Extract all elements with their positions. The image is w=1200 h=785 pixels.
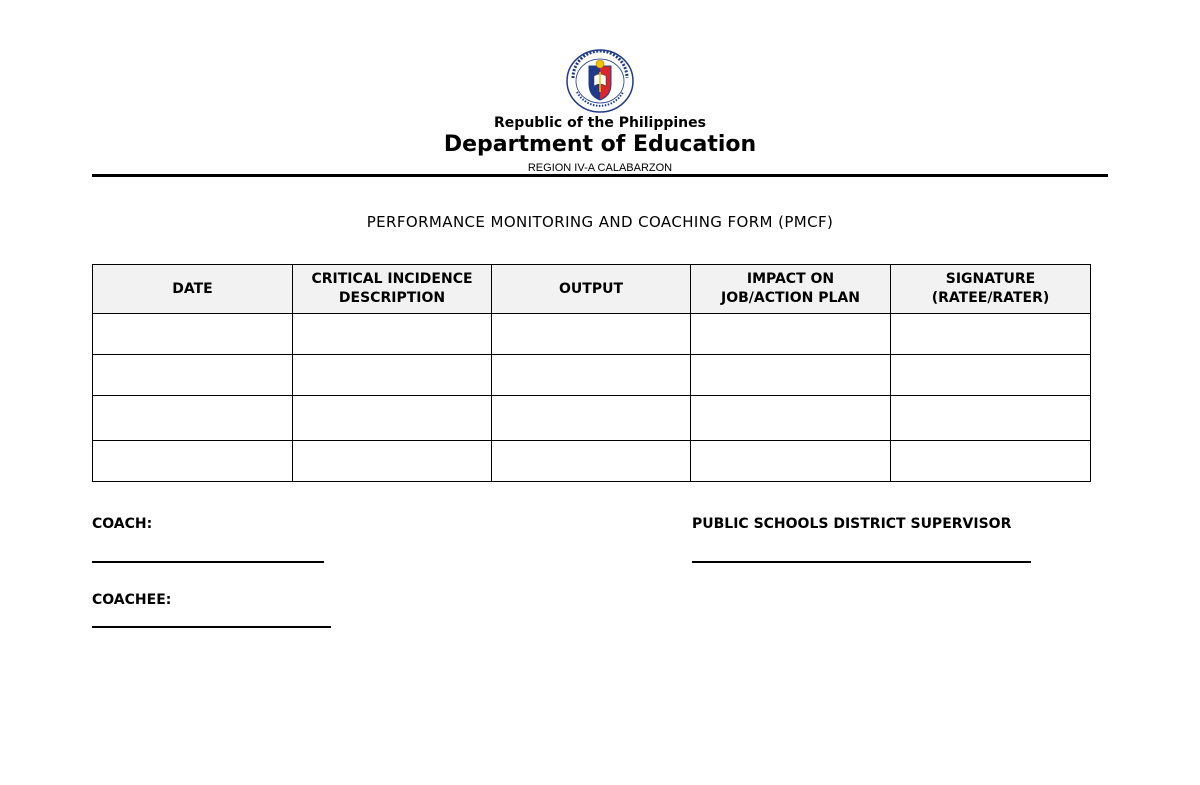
table-cell[interactable]: [293, 314, 492, 355]
form-title: PERFORMANCE MONITORING AND COACHING FORM (PMCF): [366, 213, 834, 231]
table-cell[interactable]: [93, 441, 293, 482]
table-cell[interactable]: [293, 355, 492, 396]
table-cell[interactable]: [492, 396, 691, 441]
table-cell[interactable]: [891, 355, 1091, 396]
column-header-signature: SIGNATURE (RATEE/RATER): [891, 265, 1091, 314]
table-cell[interactable]: [691, 355, 891, 396]
table-cell[interactable]: [492, 355, 691, 396]
supervisor-label: PUBLIC SCHOOLS DISTRICT SUPERVISOR: [692, 516, 1012, 532]
table-row: [93, 396, 1091, 441]
republic-heading: Republic of the Philippines: [494, 115, 706, 131]
department-heading: Department of Education: [443, 132, 757, 157]
coachee-signature-line[interactable]: [92, 626, 331, 628]
table-row: [93, 314, 1091, 355]
table-cell[interactable]: [891, 314, 1091, 355]
column-header-output: OUTPUT: [492, 265, 691, 314]
column-header-date: DATE: [93, 265, 293, 314]
deped-seal-icon: [565, 48, 635, 114]
column-header-critical-incidence: CRITICAL INCIDENCE DESCRIPTION: [293, 265, 492, 314]
table-header-row: [93, 265, 1091, 314]
table-cell[interactable]: [691, 441, 891, 482]
table-cell[interactable]: [93, 355, 293, 396]
table-cell[interactable]: [293, 441, 492, 482]
table-cell[interactable]: [492, 441, 691, 482]
table-row: [93, 441, 1091, 482]
header-divider: [92, 174, 1108, 177]
table-cell[interactable]: [691, 396, 891, 441]
coaching-table: [92, 264, 1091, 482]
table-cell[interactable]: [93, 396, 293, 441]
coach-label: COACH:: [92, 516, 153, 532]
coachee-label: COACHEE:: [92, 592, 172, 608]
region-heading: REGION IV-A CALABARZON: [527, 162, 673, 174]
supervisor-signature-line[interactable]: [692, 561, 1031, 563]
table-cell[interactable]: [691, 314, 891, 355]
table-cell[interactable]: [492, 314, 691, 355]
table-cell[interactable]: [891, 396, 1091, 441]
coach-signature-line[interactable]: [92, 561, 324, 563]
table-cell[interactable]: [891, 441, 1091, 482]
table-cell[interactable]: [293, 396, 492, 441]
column-header-impact: IMPACT ON JOB/ACTION PLAN: [691, 265, 891, 314]
table-row: [93, 355, 1091, 396]
table-cell[interactable]: [93, 314, 293, 355]
